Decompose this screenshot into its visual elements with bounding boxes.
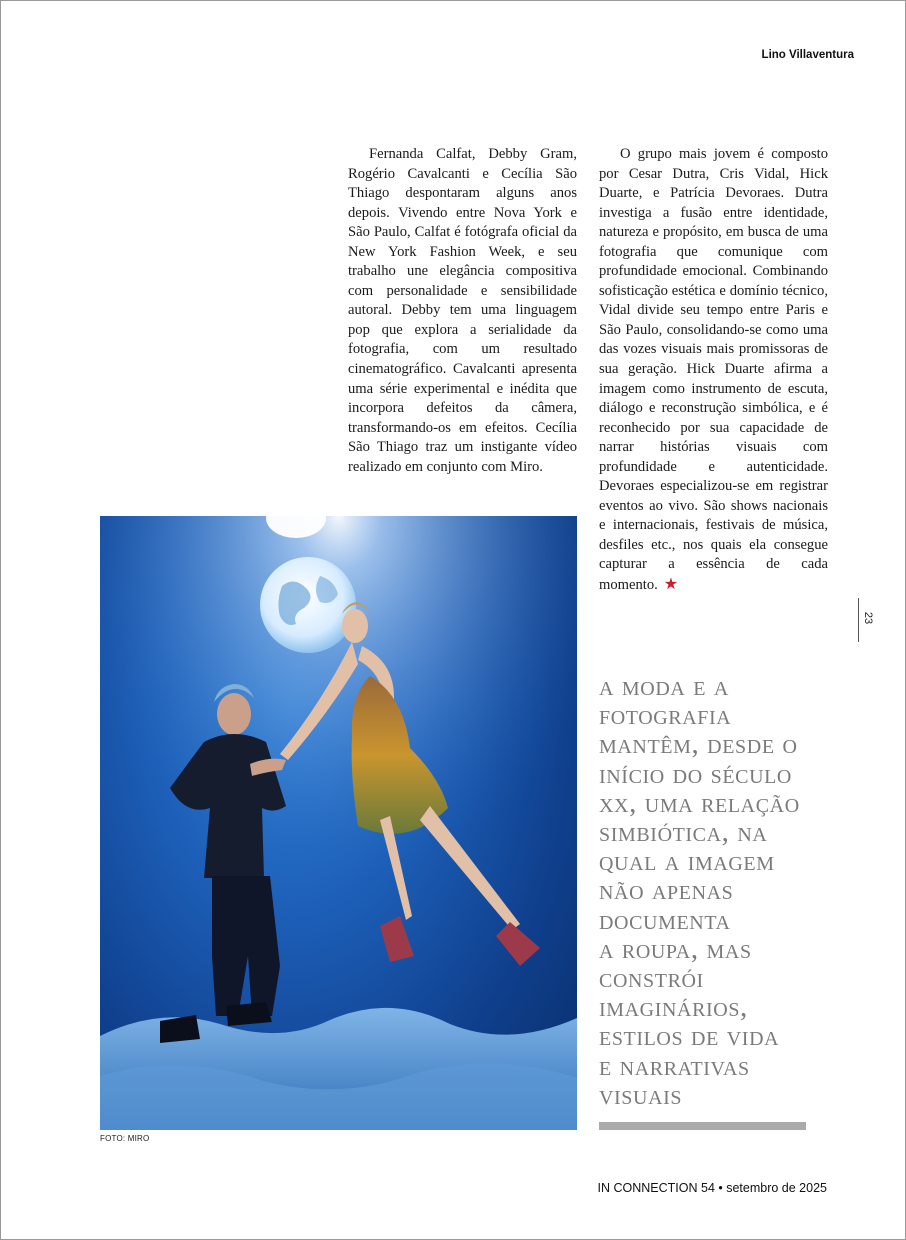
end-mark-star-icon: ★ [663, 576, 679, 594]
issue-footer: IN CONNECTION 54 • setembro de 2025 [597, 1181, 827, 1195]
photo-credit: FOTO: MIRO [100, 1134, 150, 1143]
globe-lamp [260, 557, 356, 653]
photo-illustration [100, 516, 577, 1130]
article-left-column [348, 145, 577, 477]
fashion-photo [100, 516, 577, 1130]
pull-quote-line: xx, uma relação [599, 786, 800, 819]
pull-quote-line: fotografia [599, 699, 732, 732]
author-header: Lino Villaventura [761, 49, 854, 61]
pull-quote-line: constrói [599, 962, 704, 995]
pull-quote-line: documenta [599, 903, 731, 936]
pull-quote-line: imaginários, [599, 991, 748, 1024]
article-paragraph: Fernanda Calfat, Debby Gram, Rogério Cavalcanti e Cecília São Thiago despontaram alguns anos depois. Vivendo entre Nova York e São Paulo, Calfat é fotógrafa oficial da New York Fashion Week, e seu trabalho une elegância compositiva com personalidade e sensibilidade autoral. Debby tem uma linguagem pop que explora a serialidade da fotografia, com um resultado cinematográfico. Cavalcanti apresenta uma série experimental e inédita que incorpora defeitos da câmera, transformando-os em efeitos. Cecília São Thiago traz um instigante vídeo realizado em conjunto com Miro. [348, 146, 577, 475]
article-paragraph-text: O grupo mais jovem é composto por Cesar Dutra, Cris Vidal, Hick Duarte, e Patrícia Devoraes. Dutra investiga a fusão entre identidade, natureza e propósito, em busca de uma fotografia que comunique com profundidade emocional. Combinando sofisticação estética e domínio técnico, Vidal divide seu tempo entre Paris e São Paulo, consolidando-se como uma das vozes visuais mais promissoras de sua geração. Hick Duarte afirma a imagem como instrumento de escuta, diálogo e reconstrução simbólica, e é reconhecido por sua capacidade de narrar histórias visuais com profundidade e autenticidade. Devoraes especializou-se em registrar eventos ao vivo. São shows nacionais e internacionais, festivais de música, desfiles etc., nos quais ela consegue capturar a essência de cada momento. [599, 146, 828, 594]
pull-quote-line: qual a imagem [599, 845, 775, 878]
pull-quote-line: a roupa, mas [599, 932, 752, 965]
pull-quote-line: não apenas [599, 874, 734, 907]
pull-quote-rule [599, 1122, 806, 1130]
pull-quote-line: estilos de vida [599, 1020, 780, 1053]
page-number-marker [858, 598, 877, 642]
article-right-column [599, 145, 828, 596]
pull-quote-line: mantêm, desde o [599, 728, 798, 761]
pull-quote-line: e narrativas [599, 1049, 750, 1082]
page-number: 23 [862, 611, 874, 625]
pull-quote-line: a moda e a [599, 670, 729, 702]
article-paragraph [599, 145, 828, 596]
pull-quote-line: início do século [599, 757, 792, 790]
pull-quote-line: visuais [599, 1078, 683, 1111]
pull-quote-line: simbiótica, na [599, 816, 768, 849]
pull-quote [599, 672, 839, 1110]
